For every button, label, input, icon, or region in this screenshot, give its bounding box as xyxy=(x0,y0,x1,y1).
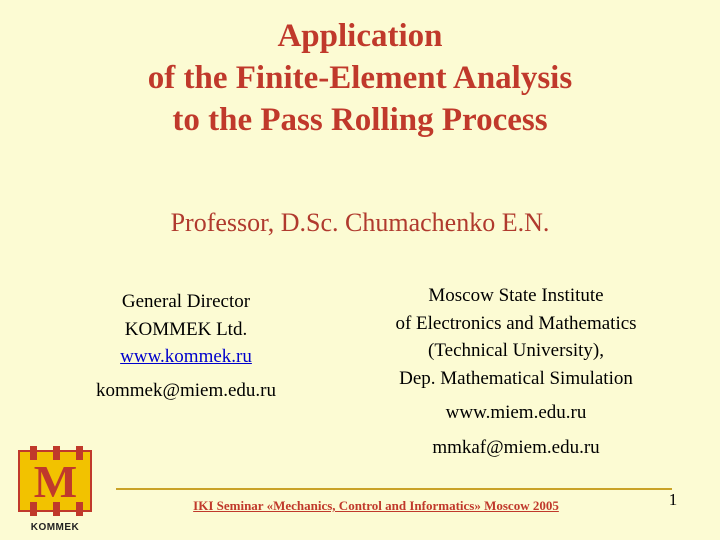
institute-line-2: of Electronics and Mathematics xyxy=(395,312,637,334)
institute-line-1: Moscow State Institute xyxy=(428,285,604,306)
institute-block xyxy=(356,282,676,461)
footer-seminar-text: IKI Seminar «Mechanics, Control and Informatics» Moscow 2005 xyxy=(193,498,559,513)
page-title-line-3: to the Pass Rolling Process xyxy=(172,101,548,138)
page-title-line-1: Application xyxy=(277,18,443,54)
logo-box xyxy=(18,450,92,512)
company-email: kommek@miem.edu.ru xyxy=(95,379,277,401)
institute-website: www.miem.edu.ru xyxy=(445,402,587,424)
institute-department: Dep. Mathematical Simulation xyxy=(399,367,633,389)
institute-email: mmkaf@miem.edu.ru xyxy=(432,436,600,458)
presenter-company: KOMMEK Ltd. xyxy=(124,318,248,340)
company-website-link[interactable]: www.kommek.ru xyxy=(120,346,252,368)
logo-letter: M xyxy=(33,455,77,507)
page-title xyxy=(40,16,680,142)
kommek-logo xyxy=(18,450,94,540)
page-number: 1 xyxy=(668,490,678,509)
author-name: Professor, D.Sc. Chumachenko E.N. xyxy=(170,208,550,237)
presenter-contact-block xyxy=(36,288,336,404)
institute-line-3: (Technical University), xyxy=(428,340,604,362)
logo-caption: KOMMEK xyxy=(30,522,80,533)
page-title-line-2: of the Finite-Element Analysis xyxy=(147,59,573,96)
presenter-position: General Director xyxy=(121,291,251,312)
footer-divider xyxy=(116,488,672,490)
